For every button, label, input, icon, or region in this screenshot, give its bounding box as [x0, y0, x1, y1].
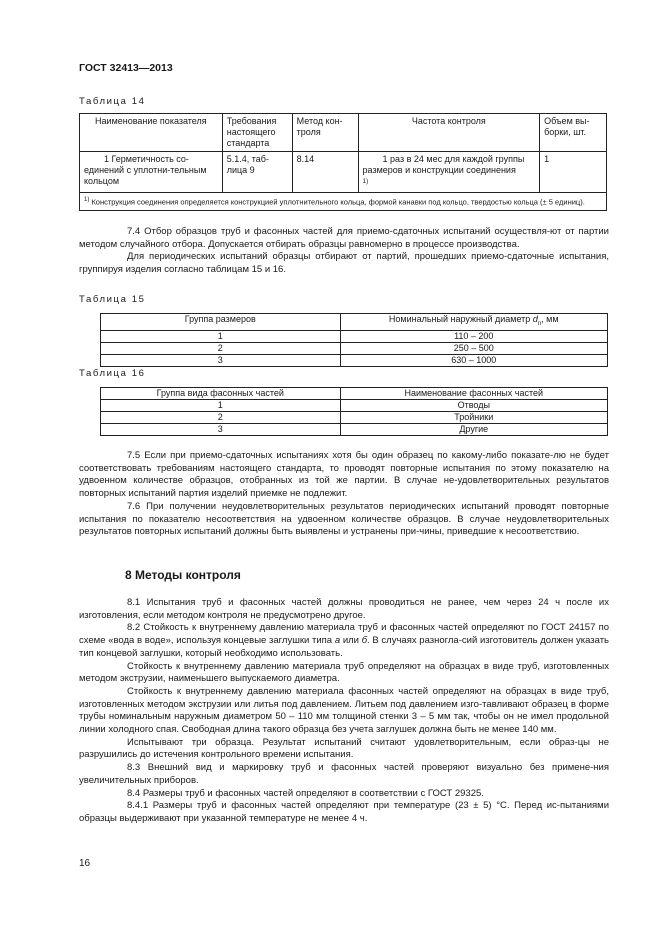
- table-14-header-method: Метод кон-троля: [292, 114, 358, 152]
- paragraph-8-2-b: Стойкость к внутреннему давлению материала труб определяют на образцах в виде труб, изготовленных методом экструзии, наименьшего выпускаемого диаметра.: [79, 660, 609, 685]
- table-row: 1 110 – 200: [101, 330, 608, 342]
- table-14-header-sample: Объем вы-борки, шт.: [540, 114, 607, 152]
- table-row: 2 250 – 500: [101, 342, 608, 354]
- table-14: [79, 113, 607, 211]
- footnote-ref: 1): [362, 178, 369, 185]
- paragraph-7-5-7-6: [79, 450, 609, 539]
- table-16-header-group: Группа вида фасонных частей: [101, 388, 341, 400]
- paragraph-8-2-d: Испытывают три образца. Результат испытаний считают удовлетворительным, если образ-цы не разрушились до истечения контрольного времени испытания.: [79, 736, 609, 761]
- paragraph-8-4-1: 8.4.1 Размеры труб и фасонных частей определяют при температуре (23 ± 5) °С. Перед ис-пытаниями образцы выдерживают при указанной температуре не менее 4 ч.: [79, 800, 609, 824]
- table-14-cell-requirements: 5.1.4, таб-лица 9: [222, 152, 292, 193]
- table-14-cell-method: 8.14: [292, 152, 358, 193]
- table-row: 1 Отводы: [101, 400, 608, 412]
- table-16-caption: Таблица 16: [79, 368, 146, 379]
- document-header: ГОСТ 32413—2013: [79, 62, 173, 74]
- table-14-cell-frequency: 1 раз в 24 мес для каждой группы размеров и конструкции соединения $^{1)}$: [358, 152, 540, 193]
- table-15-caption: Таблица 15: [79, 294, 146, 305]
- paragraph-8-1: 8.1 Испытания труб и фасонных частей должны проводиться не ранее, чем через 24 ч после их изготовления, если методом контроля не предусмотрено другое.: [79, 597, 609, 621]
- table-14-header-requirements: Требования настоящего стандарта: [222, 114, 292, 152]
- page-number: 16: [79, 858, 91, 869]
- table-14-footnote: $^{1)}$ Конструкция соединения определяется конструкцией уплотнительного кольца, формой канавки под кольцо, твердостью кольца (± 5 единиц).: [80, 193, 607, 211]
- table-14-caption: Таблица 14: [79, 96, 146, 107]
- paragraph-7-5: 7.5 Если при приемо-сдаточных испытаниях хотя бы один образец по какому-либо показате-лю не будет соответствовать требованиям настоящего стандарта, то проводят повторные испытания по этому показателю на удвоенном количестве образцов, отобранных из той же партии. В случае не-удовлетворительных результатов повторных испытаний партия изделий приемке не подлежит.: [79, 450, 609, 500]
- table-14-header-frequency: Частота контроля: [358, 114, 540, 152]
- table-16: [100, 387, 608, 436]
- table-16-header-name: Наименование фасонных частей: [340, 388, 608, 400]
- table-14-cell-sample: 1: [540, 152, 607, 193]
- table-15: [100, 313, 608, 367]
- paragraph-8-4: 8.4 Размеры труб и фасонных частей определяют в соответствии с ГОСТ 29325.: [127, 787, 484, 799]
- table-14-cell-indicator: 1 Герметичность со-единений с уплотни-тельным кольцом: [80, 152, 223, 193]
- paragraph-8-2: 8.2 Стойкость к внутреннему давлению материала труб и фасонных частей определяют по ГОСТ 24157 по схеме «вода в воде», используя концевые заглушки типа а или б. В случаях разногла-сий изготовитель должен указать тип концевой заглушки, который необходимо использовать.: [79, 622, 610, 659]
- table-14-header-indicator: Наименование показателя: [80, 114, 223, 152]
- section-8-title: 8 Методы контроля: [125, 568, 241, 582]
- paragraph-7-4: 7.4 Отбор образцов труб и фасонных частей для приемо-сдаточных испытаний осуществля-ют от партии методом случайного отбора. Допускается отбирать образцы равномерно в процессе производства. Для периодических испытаний образцы отбирают от партий, прошедших приемо-сдаточные испытания, группируя изделия согласно таблицам 15 и 16.: [79, 226, 609, 276]
- table-row: 3 630 – 1000: [101, 354, 608, 366]
- paragraph-8-3: 8.3 Внешний вид и маркировку труб и фасонных частей проверяют визуально без примене-ния увеличительных приборов.: [79, 762, 609, 786]
- section-8-body: [79, 597, 609, 826]
- table-row: 3 Другие: [101, 424, 608, 436]
- paragraph-8-2-c: Стойкость к внутреннему давлению материала фасонных частей определяют на образцах в виде труб, изготовленных методом экструзии или литья под давлением. Литьем под давлением изго-тавливают образец в форме трубы номинальным наружным диаметром 50 – 110 мм толщиной стенки 3 – 5 мм так, чтобы он не имел продольной линии холодного спая. Свободная длина такого образца без учета заглушек должна быть не менее 140 мм.: [79, 685, 609, 736]
- table-15-header-group: Группа размеров: [101, 314, 341, 331]
- table-15-header-diameter: Номинальный наружный диаметр $d_n$, мм: [340, 314, 608, 331]
- paragraph-7-6: 7.6 При получении неудовлетворительных результатов периодических испытаний проводят повторные испытания по показателю несоответствия на удвоенном количестве образцов. В случае неудовлетворительных результатов повторных испытаний должны быть выявлены и устранены при-чины, приведшие к несоответствию.: [79, 500, 609, 538]
- table-row: 2 Тройники: [101, 412, 608, 424]
